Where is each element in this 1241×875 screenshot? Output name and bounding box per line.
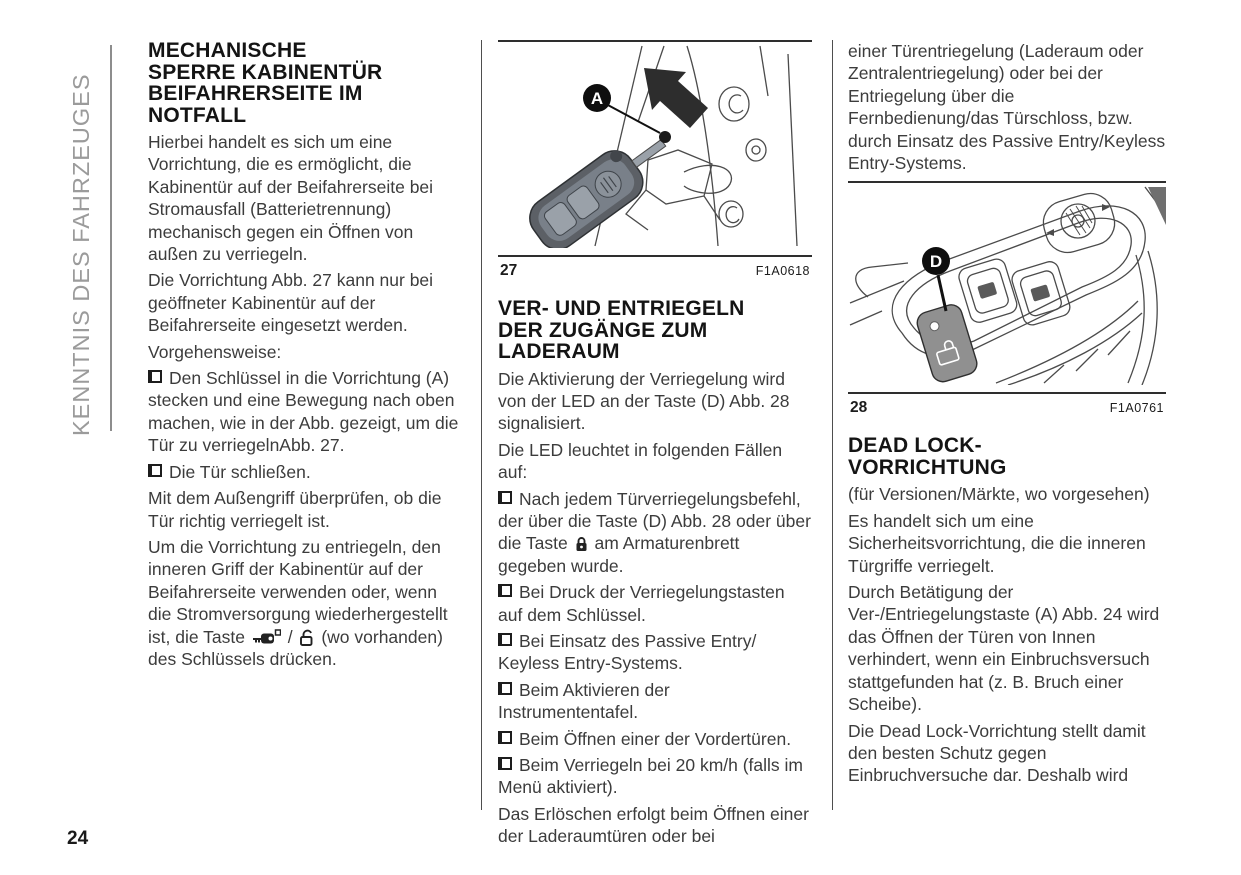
square-bullet-icon <box>148 464 162 477</box>
column-1 <box>148 40 462 674</box>
paragraph: Die Aktivierung der Verriegelung wird von der LED an der Taste (D) Abb. 28 signalisiert. <box>498 368 790 434</box>
figure-number: 27 <box>500 262 518 279</box>
column-divider-2 <box>832 40 833 810</box>
figure-number: 28 <box>850 399 868 417</box>
figure-27-frame <box>498 40 812 257</box>
heading-line: LADERAUM <box>498 340 620 363</box>
bullet-text: Nach jedem Türverriegelungsbefehl, der über die Taste (D) Abb. 28 oder über die Taste <box>498 488 811 554</box>
bullet-text: am Armaturenbrett gegeben wurde. <box>498 533 740 576</box>
key-remote-icon <box>252 629 281 646</box>
key-fob-drawing <box>522 122 680 248</box>
square-bullet-icon <box>498 584 512 597</box>
figure-28 <box>848 181 1166 417</box>
figure-27-illustration-key-door-lock <box>498 44 812 248</box>
paragraph-with-icons <box>148 536 462 670</box>
figure-28-frame <box>848 181 1166 394</box>
paragraph-text: Um die Vorrichtung zu entriegeln, den inneren Griff der Kabinentür auf der Beifahrerseite verwenden oder, wenn die Stromversorgung wiederhergestellt ist, die Taste <box>148 536 448 647</box>
separator: / <box>287 626 293 647</box>
padlock-open-icon <box>299 629 314 646</box>
paragraph: Vorgehensweise: <box>148 341 282 362</box>
paragraph: (für Versionen/Märkte, wo vorgesehen) <box>848 484 1150 505</box>
figure-code: F1A0761 <box>1109 401 1164 416</box>
heading-line: DER ZUGÄNGE ZUM <box>498 318 708 342</box>
window-switches-drawing <box>957 243 1072 342</box>
paragraph: Die LED leuchtet in folgenden Fällen auf: <box>498 439 783 483</box>
column-3 <box>848 40 1166 791</box>
paragraph: Die Vorrichtung Abb. 27 kann nur bei geöffneter Kabinentür auf der Beifahrerseite eingesetzt werden. <box>148 270 434 336</box>
bullet-text: Beim Verriegeln bei 20 km/h (falls im Menü aktiviert). <box>498 755 803 798</box>
bullet-text: Die Tür schließen. <box>169 461 311 482</box>
heading-line: VORRICHTUNG <box>848 455 1007 479</box>
bullet-item <box>498 679 812 724</box>
bullet-item <box>498 581 812 626</box>
paragraph: einer Türentriegelung (Laderaum oder Zentralentriegelung) oder bei der Entriegelung über die Fernbedienung/das Türschloss, bzw. durch Einsatz des Passive Entry/Keyless Entry-Systems. <box>848 41 1166 174</box>
paragraph: Durch Betätigung der Ver-/Entriegelungstaste (A) Abb. 24 wird das Öffnen der Türen von Innen verhindert, wenn ein Einbruchsversuch stattgefunden hat (z. B. Bruch einer Scheibe). <box>848 582 1160 715</box>
paragraph: Die Dead Lock-Vorrichtung stellt damit den besten Schutz gegen Einbruchversuche dar. Deshalb wird <box>848 720 1146 786</box>
paragraph: Hierbei handelt es sich um eine Vorrichtung, die es ermöglicht, die Kabinentür auf der Beifahrerseite bei Stromausfall (Batterietrennung) mechanisch gegen ein Öffnen von außen zu verriegeln. <box>148 132 434 265</box>
section-heading-ver-und-entriegeln <box>498 298 812 363</box>
paragraph: Das Erlöschen erfolgt beim Öffnen einer der Laderaumtüren oder bei <box>498 803 809 847</box>
heading-line: MECHANISCHE <box>148 39 307 62</box>
door-corner-shading <box>1148 187 1166 225</box>
figure-27 <box>498 40 812 280</box>
paragraph: Es handelt sich um eine Sicherheitsvorrichtung, die die inneren Türgriffe verriegelt. <box>848 510 1146 576</box>
heading-line: VER- UND ENTRIEGELN <box>498 297 745 320</box>
heading-line: SPERRE KABINENTÜR <box>148 60 383 84</box>
square-bullet-icon <box>498 757 512 770</box>
page-number: 24 <box>67 828 89 849</box>
bullet-item <box>498 728 812 750</box>
padlock-closed-icon <box>575 536 588 552</box>
figure-28-caption <box>848 394 1166 417</box>
square-bullet-icon <box>148 370 162 383</box>
square-bullet-icon <box>498 682 512 695</box>
bullet-text: Den Schlüssel in die Vorrichtung (A) stecken und eine Bewegung nach oben machen, wie in der Abb. gezeigt, um die Tür zu verriegelnAbb. 27. <box>148 368 459 456</box>
square-bullet-icon <box>498 491 512 504</box>
bullet-text: Bei Druck der Verriegelungstasten auf dem Schlüssel. <box>498 582 785 625</box>
bullet-text: Bei Einsatz des Passive Entry/ Keyless Entry-Systems. <box>498 630 757 674</box>
bullet-item <box>148 461 462 483</box>
column-2 <box>498 40 812 852</box>
figure-callout-d: D <box>929 252 943 272</box>
heading-line: BEIFAHRERSEITE IM <box>148 82 363 105</box>
sidebar-rule <box>110 45 112 431</box>
figure-callout-a: A <box>590 89 604 108</box>
bullet-item <box>498 630 812 675</box>
bullet-item <box>498 754 812 799</box>
figure-code: F1A0618 <box>755 264 810 278</box>
heading-line: NOTFALL <box>148 103 247 127</box>
bullet-item <box>498 488 812 578</box>
chapter-title-vertical: KENNTNIS DES FAHRZEUGES <box>68 73 94 436</box>
paragraph-text: (wo vorhanden) des Schlüssels drücken. <box>148 626 443 669</box>
heading-line: DEAD LOCK- <box>848 434 982 458</box>
figure-28-illustration-door-panel <box>848 185 1166 385</box>
direction-arrow <box>644 68 708 128</box>
bullet-item <box>148 367 462 457</box>
paragraph: Mit dem Außengriff überprüfen, ob die Tür richtig verriegelt ist. <box>148 488 442 531</box>
column-divider-1 <box>481 40 482 810</box>
square-bullet-icon <box>498 633 512 646</box>
square-bullet-icon <box>498 731 512 744</box>
bullet-text: Beim Aktivieren der Instrumententafel. <box>498 679 670 723</box>
section-heading-mechanische-sperre <box>148 40 462 126</box>
section-heading-dead-lock <box>848 435 1078 478</box>
figure-27-caption <box>498 257 812 280</box>
bullet-text: Beim Öffnen einer der Vordertüren. <box>519 728 792 749</box>
